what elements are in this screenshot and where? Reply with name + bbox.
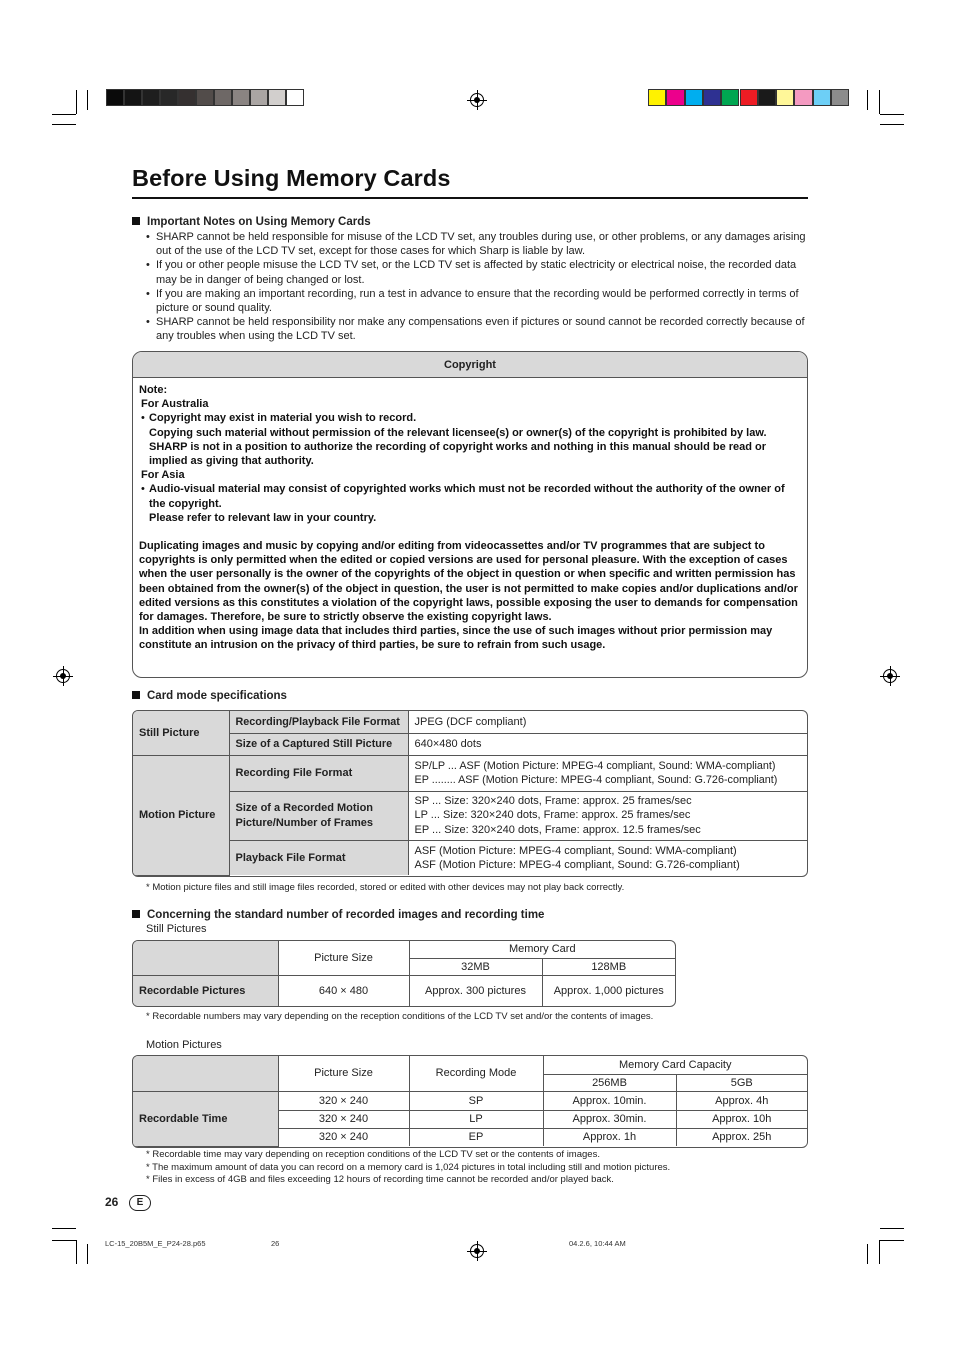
note-label: Note: (139, 384, 168, 396)
mode-value: SP (409, 1091, 543, 1110)
copyright-body (139, 383, 803, 653)
asia-text: Please refer to relevant law in your country. (149, 511, 377, 524)
copyright-heading: Copyright (133, 352, 807, 378)
motion-pictures-label: Motion Pictures (146, 1039, 222, 1051)
color-swatch (703, 89, 721, 106)
color-swatch (813, 89, 831, 106)
spec-name: Recording/Playback File Format (229, 711, 408, 733)
value-32mb: Approx. 300 pictures (409, 975, 542, 1006)
value-256mb: Approx. 30min. (543, 1110, 676, 1128)
col-32mb: 32MB (409, 958, 542, 975)
privacy-paragraph: In addition when using image data that includes third parties, since the use of such images without prior permission may constitute an intrusion on the privacy of third parties, be sure to refrain from such usage. (139, 625, 773, 652)
still-pictures-label: Still Pictures (146, 923, 207, 935)
color-swatch (666, 89, 684, 106)
color-swatch (648, 89, 666, 106)
recording-heading: Concerning the standard number of recorded images and recording time (132, 909, 544, 921)
spec-name: Recording File Format (229, 755, 408, 791)
value-5gb: Approx. 10h (676, 1110, 807, 1128)
color-swatch (214, 89, 232, 106)
color-swatch (740, 89, 758, 106)
value-128mb: Approx. 1,000 pictures (542, 975, 675, 1006)
mode-value: LP (409, 1110, 543, 1128)
color-swatch (685, 89, 703, 106)
spec-value: 640×480 dots (408, 733, 807, 755)
header-blank (133, 1056, 278, 1091)
color-swatch (268, 89, 286, 106)
card-spec-table (132, 710, 808, 877)
square-bullet-icon (132, 910, 140, 918)
registration-mark-left (56, 669, 70, 683)
spec-line: SP/LP ... ASF (Motion Picture: MPEG-4 compliant, Sound: WMA-compliant) (414, 760, 776, 772)
color-swatch (142, 89, 160, 106)
list-item: • SHARP cannot be held responsible for misuse of the LCD TV set, any troubles during use, or other problems, or any damages arising out of the use of the LCD TV set, except for those cases for which Sharp is liable by law. (146, 230, 810, 258)
capacity-header: Memory Card Capacity (543, 1056, 807, 1074)
footnote: * The maximum amount of data you can record on a memory card is 1,024 pictures in total including still and motion pictures. (146, 1161, 671, 1173)
spec-name: Size of a Recorded Motion Picture/Number of Frames (229, 791, 408, 840)
spec-value: JPEG (DCF compliant) (408, 711, 807, 733)
color-swatch (160, 89, 178, 106)
square-bullet-icon (132, 217, 140, 225)
color-swatch (106, 89, 124, 106)
header-blank (133, 941, 278, 975)
color-swatch (286, 89, 304, 106)
picture-size-value: 320 × 240 (278, 1110, 409, 1128)
spec-name: Size of a Captured Still Picture (229, 733, 408, 755)
spec-value (408, 755, 807, 791)
print-filename: LC-15_20B5M_E_P24-28.p65 (105, 1239, 206, 1248)
spec-line: SP ... Size: 320×240 dots, Frame: approx. 25 frames/sec (414, 794, 692, 807)
important-notes-list (146, 230, 810, 344)
recording-mode-header: Recording Mode (409, 1056, 543, 1091)
recordable-time-label: Recordable Time (133, 1091, 278, 1146)
col-5gb: 5GB (676, 1074, 807, 1091)
motion-picture-label: Motion Picture (133, 755, 229, 875)
page-number: 26 (105, 1195, 119, 1209)
footnote: * Files in excess of 4GB and files exceeding 12 hours of recording time cannot be recorded and/or played back. (146, 1174, 614, 1185)
color-swatch (232, 89, 250, 106)
language-badge: E (129, 1195, 151, 1211)
still-footnote: * Recordable numbers may vary depending on the reception conditions of the LCD TV set and/or the contents of images. (146, 1011, 654, 1022)
spec-value (408, 840, 807, 875)
registration-mark-right (883, 669, 897, 683)
list-item: • If you or other people misuse the LCD TV set, or the LCD TV set is affected by static electricity or electrical noise, the recorded data may be in danger of being changed or lost. (146, 258, 810, 286)
spec-value (408, 791, 807, 840)
col-128mb: 128MB (542, 958, 675, 975)
card-spec-heading: Card mode specifications (132, 690, 287, 702)
spec-line: ASF (Motion Picture: MPEG-4 compliant, Sound: G.726-compliant) (414, 858, 740, 871)
color-swatch (831, 89, 849, 106)
australia-text: Copying such material without permission of the relevant licensee(s) or owner(s) of the copyright is prohibited by law. SHARP is not in a position to authorize the recording of copyright works and nothing in this manual should be read or implied as giving that authority. (149, 426, 767, 468)
registration-mark-bottom (470, 1244, 484, 1258)
square-bullet-icon (132, 691, 140, 699)
memory-card-header: Memory Card (409, 941, 675, 958)
color-swatch (124, 89, 142, 106)
value-5gb: Approx. 25h (676, 1128, 807, 1146)
spec-line: EP ........ ASF (Motion Picture: MPEG-4 compliant, Sound: G.726-compliant) (414, 774, 778, 786)
spec-line: LP ... Size: 320×240 dots, Frame: approx. 25 frames/sec (414, 809, 691, 822)
page-title: Before Using Memory Cards (132, 165, 451, 191)
print-page: 26 (271, 1239, 280, 1248)
recordable-pictures-label: Recordable Pictures (133, 975, 278, 1006)
spec-line: EP ... Size: 320×240 dots, Frame: approx. 12.5 frames/sec (414, 823, 701, 836)
motion-pictures-table (132, 1055, 808, 1148)
table-row (133, 975, 675, 1006)
picture-size-value: 320 × 240 (278, 1091, 409, 1110)
value-5gb: Approx. 4h (676, 1091, 807, 1110)
color-swatch (178, 89, 196, 106)
title-rule (132, 197, 808, 199)
table-row (133, 1056, 807, 1074)
table-row (133, 941, 675, 958)
table-row (133, 1091, 807, 1110)
table-row (133, 791, 807, 840)
table-row (133, 711, 807, 733)
print-timestamp: 04.2.6, 10:44 AM (569, 1239, 626, 1248)
asia-bullet: • Audio-visual material may consist of copyrighted works which must not be recorded without the authority of the owner of the copyright. (139, 482, 803, 510)
value-256mb: Approx. 10min. (543, 1091, 676, 1110)
list-item: • SHARP cannot be held responsibility nor make any compensations even if pictures or sound cannot be recorded correctly because of any troubles when using the LCD TV set. (146, 315, 810, 343)
australia-bullet: • Copyright may exist in material you wish to record. (139, 411, 803, 425)
copyright-box (132, 351, 808, 678)
color-swatch (721, 89, 739, 106)
card-spec-footnote: * Motion picture files and still image files recorded, stored or edited with other devices may not play back correctly. (146, 882, 625, 893)
list-item: • If you are making an important recording, run a test in advance to ensure that the recording would be performed correctly in terms of picture or sound quality. (146, 287, 810, 315)
motion-footnotes (146, 1149, 670, 1187)
spec-name: Playback File Format (229, 840, 408, 875)
color-swatch (794, 89, 812, 106)
color-swatch (250, 89, 268, 106)
footnote: * Recordable time may vary depending on reception conditions of the LCD TV set or the contents of images. (146, 1149, 600, 1160)
table-row (133, 755, 807, 791)
color-swatch (196, 89, 214, 106)
col-256mb: 256MB (543, 1074, 676, 1091)
table-row (133, 840, 807, 875)
mode-value: EP (409, 1128, 543, 1146)
picture-size-value: 320 × 240 (278, 1128, 409, 1146)
asia-label: For Asia (141, 469, 185, 482)
picture-size-header: Picture Size (278, 1056, 409, 1091)
picture-size-value: 640 × 480 (278, 975, 409, 1006)
table-row (133, 733, 807, 755)
copyright-paragraph: Duplicating images and music by copying and/or editing from videocassettes and/or TV programmes that are subject to copyrights is only permitted when the edited or copied versions are used for personal pleasure. With the exception of cases when the user personally is the owner of the copyrights of the object in question or when specific and written permission has been obtained from the owner(s) of the object in question, the user is not permitted to make copies and/or duplications and/or edited versions as this constitutes a violation of the copyright laws, possible exposing the user to demands for compensation for damages. Therefore, be sure to strictly observe the existing copyright laws. (139, 540, 798, 624)
australia-label: For Australia (141, 398, 209, 411)
still-picture-label: Still Picture (133, 711, 229, 755)
registration-mark-top (470, 93, 484, 107)
still-pictures-table (132, 940, 676, 1007)
value-256mb: Approx. 1h (543, 1128, 676, 1146)
important-notes-heading: Important Notes on Using Memory Cards (132, 216, 371, 228)
color-swatch (758, 89, 776, 106)
color-swatch (776, 89, 794, 106)
spec-line: ASF (Motion Picture: MPEG-4 compliant, Sound: WMA-compliant) (414, 844, 737, 857)
picture-size-header: Picture Size (278, 941, 409, 975)
